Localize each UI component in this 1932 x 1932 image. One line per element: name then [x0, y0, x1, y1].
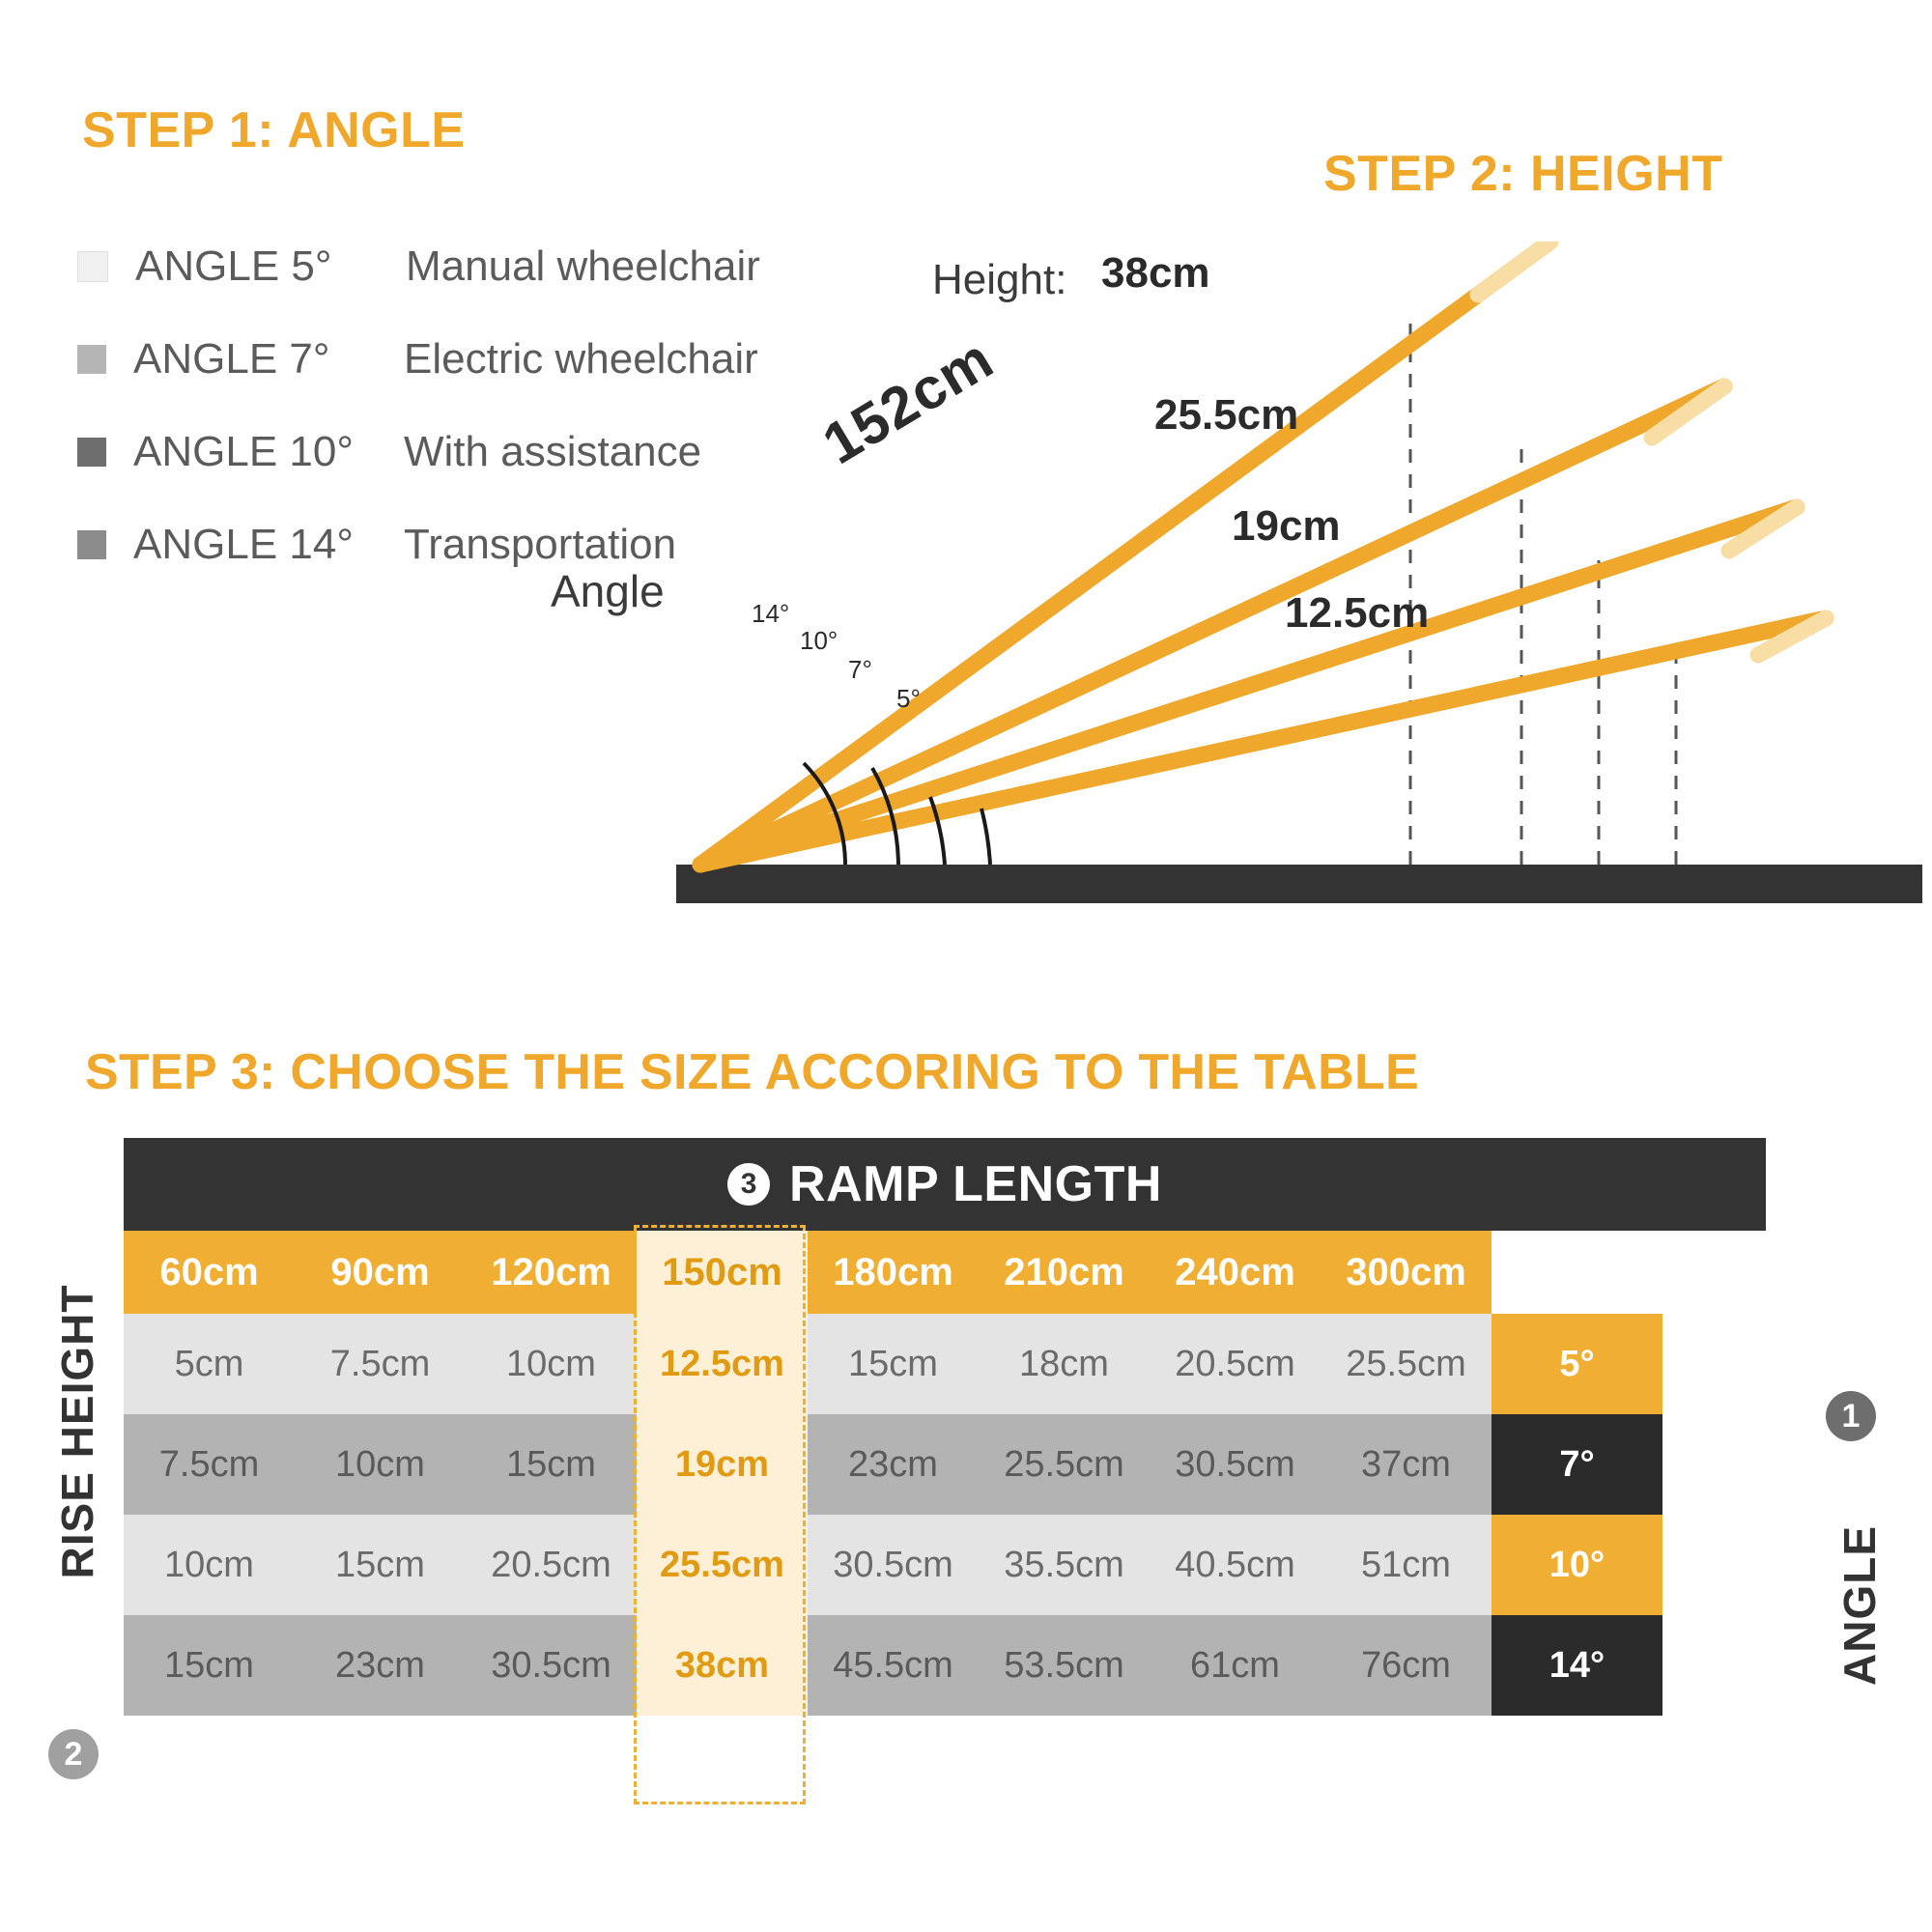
table-cell: 35.5cm [979, 1515, 1150, 1615]
table-cell: 53.5cm [979, 1615, 1150, 1716]
table-row [124, 1515, 1766, 1615]
table-cell: 15cm [808, 1314, 979, 1414]
table-cell: 51cm [1321, 1515, 1492, 1615]
ramp-length-label: 152cm [811, 326, 1005, 477]
table-cell: 10cm [466, 1314, 637, 1414]
swatch-icon [77, 345, 106, 374]
badge-3-icon: 3 [727, 1163, 770, 1206]
table-cell: 5cm [124, 1314, 295, 1414]
table-cell: 30.5cm [1150, 1414, 1321, 1515]
length-cell[interactable]: 210cm [979, 1231, 1150, 1314]
legend-angle: ANGLE 14° [133, 521, 354, 568]
table-cell: 45.5cm [808, 1615, 979, 1716]
table-cell: 30.5cm [466, 1615, 637, 1716]
length-cell[interactable]: 120cm [466, 1231, 637, 1314]
table-cell-selected: 25.5cm [637, 1515, 808, 1615]
table-cell: 61cm [1150, 1615, 1321, 1716]
length-row-spacer [1492, 1231, 1662, 1314]
table-cell-selected: 38cm [637, 1615, 808, 1716]
legend-use: Transportation [404, 521, 677, 568]
angle-cell-7: 7° [1492, 1414, 1662, 1515]
step2-title: STEP 2: HEIGHT [1323, 146, 1723, 202]
ramp-line-7 [700, 507, 1797, 865]
rise-height-label: RISE HEIGHT [52, 1284, 102, 1579]
table-header-ramp-length [124, 1138, 1766, 1231]
table-cell: 18cm [979, 1314, 1150, 1414]
angle-axis-label: Angle [551, 566, 665, 616]
legend-angle: ANGLE 5° [135, 242, 332, 290]
table-row [124, 1615, 1766, 1716]
table-cell: 15cm [466, 1414, 637, 1515]
table-row-lengths [124, 1231, 1766, 1314]
legend-use: Manual wheelchair [406, 242, 760, 290]
table-cell: 23cm [808, 1414, 979, 1515]
table-cell: 20.5cm [1150, 1314, 1321, 1414]
size-table [124, 1138, 1766, 1716]
length-cell[interactable]: 90cm [295, 1231, 466, 1314]
height-value-19: 19cm [1232, 502, 1341, 550]
rise-height-axis [29, 1241, 116, 1773]
angle-cell-10: 10° [1492, 1515, 1662, 1615]
table-cell: 7.5cm [295, 1314, 466, 1414]
legend-angle: ANGLE 7° [133, 335, 330, 383]
angle-tick-5: 5° [896, 684, 921, 713]
table-row [124, 1414, 1766, 1515]
table-cell: 23cm [295, 1615, 466, 1716]
arc-5 [981, 809, 990, 865]
table-cell-selected: 19cm [637, 1414, 808, 1515]
ramp-tip-14 [1478, 242, 1550, 295]
angle-cell-5: 5° [1492, 1314, 1662, 1414]
legend-use: Electric wheelchair [404, 335, 758, 383]
height-value-38: 38cm [1101, 249, 1210, 297]
swatch-icon [77, 438, 106, 467]
table-cell: 40.5cm [1150, 1515, 1321, 1615]
table-row [124, 1314, 1766, 1414]
length-cell-selected[interactable]: 150cm [637, 1231, 808, 1314]
step3-title: STEP 3: CHOOSE THE SIZE ACCORING TO THE TABLE [85, 1044, 1420, 1100]
angle-cell-14: 14° [1492, 1615, 1662, 1716]
angle-tick-7: 7° [848, 655, 872, 684]
table-cell: 76cm [1321, 1615, 1492, 1716]
table-cell: 10cm [124, 1515, 295, 1615]
length-cell[interactable]: 180cm [808, 1231, 979, 1314]
table-cell-selected: 12.5cm [637, 1314, 808, 1414]
ground-bar [676, 865, 1922, 903]
table-cell: 25.5cm [979, 1414, 1150, 1515]
legend-angle: ANGLE 10° [133, 428, 354, 475]
table-header-label: RAMP LENGTH [789, 1156, 1162, 1212]
length-cell[interactable]: 240cm [1150, 1231, 1321, 1314]
angle-axis-title: ANGLE [1834, 1525, 1885, 1686]
table-cell: 15cm [295, 1515, 466, 1615]
swatch-icon [77, 530, 106, 559]
length-cell[interactable]: 300cm [1321, 1231, 1492, 1314]
table-cell: 15cm [124, 1615, 295, 1716]
table-cell: 30.5cm [808, 1515, 979, 1615]
legend-use: With assistance [404, 428, 702, 475]
angle-tick-10: 10° [800, 626, 838, 655]
table-cell: 10cm [295, 1414, 466, 1515]
table-cell: 37cm [1321, 1414, 1492, 1515]
height-label: Height: [932, 256, 1067, 303]
badge-1-icon: 1 [1826, 1391, 1876, 1441]
angle-tick-14: 14° [752, 599, 790, 628]
table-cell: 20.5cm [466, 1515, 637, 1615]
height-value-125: 12.5cm [1285, 589, 1430, 637]
step1-title: STEP 1: ANGLE [82, 102, 466, 158]
table-cell: 25.5cm [1321, 1314, 1492, 1414]
height-value-255: 25.5cm [1154, 391, 1299, 439]
table-cell: 7.5cm [124, 1414, 295, 1515]
badge-2-icon: 2 [48, 1729, 99, 1779]
swatch-icon [77, 251, 108, 282]
length-cell[interactable]: 60cm [124, 1231, 295, 1314]
